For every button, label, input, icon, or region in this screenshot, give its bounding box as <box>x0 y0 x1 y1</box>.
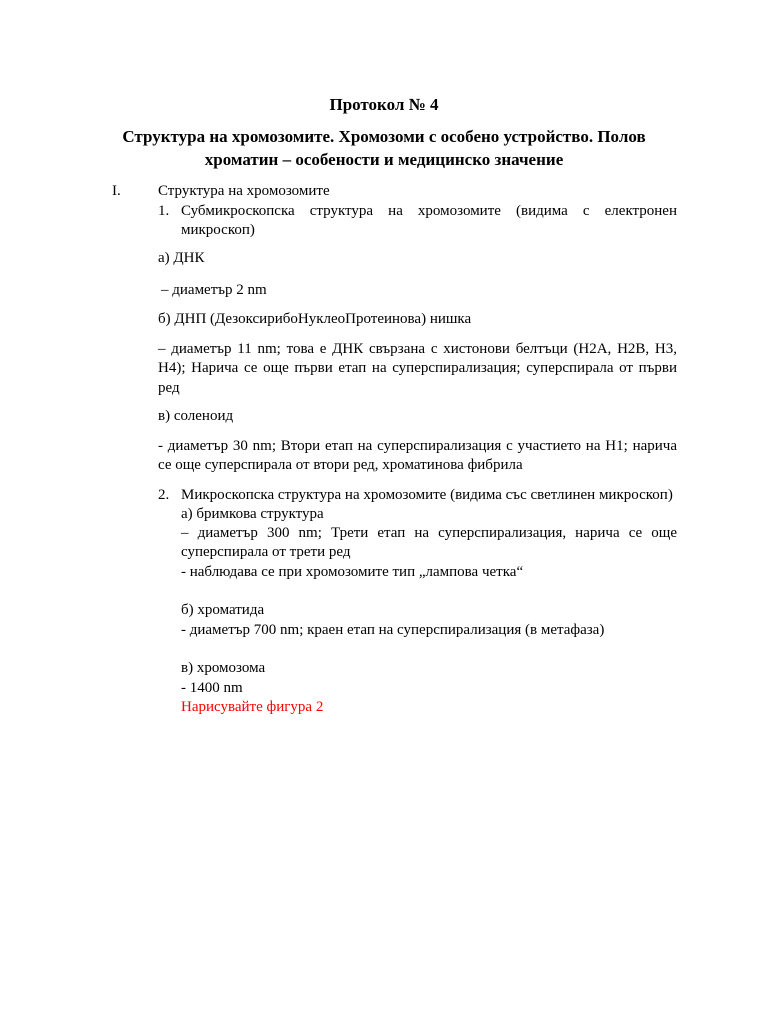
item-1-b-detail-line-3: ред <box>158 380 180 396</box>
subtitle-line-1: Структура на хромозомите. Хромозоми с особено устройство. Полов <box>122 127 646 146</box>
item-2-c-label: в) хромозома <box>181 660 266 676</box>
item-2-text: Микроскопска структура на хромозомите (видима със светлинен микроскоп) <box>181 487 673 503</box>
item-2-a-label: а) бримкова структура <box>181 506 324 522</box>
item-1-b-detail-line-1: – диаметър 11 nm; това е ДНК свързана с хистонови белтъци (H2A, H2B, H3, <box>158 341 677 357</box>
subtitle-line-2: хроматин – особености и медицинско значение <box>204 150 564 169</box>
item-1-b-label: б) ДНП (ДезоксирибоНуклеоПротеинова) нишка <box>158 311 472 327</box>
item-1-c-detail-line-1: - диаметър 30 nm; Втори етап на суперспирализация с участието на H1; нарича <box>158 438 677 454</box>
item-1-b-detail-line-2: H4); Нарича се още първи етап на суперспирализация; суперспирала от първи <box>158 360 677 376</box>
item-1-text-line-2: микроскоп) <box>181 222 255 238</box>
item-1-a-label: а) ДНК <box>158 250 205 266</box>
item-1-c-label: в) соленоид <box>158 408 234 424</box>
item-2-b-detail: - диаметър 700 nm; краен етап на суперспирализация (в метафаза) <box>181 622 605 638</box>
section-numeral: I. <box>112 183 121 199</box>
item-2-a-detail-line-1: – диаметър 300 nm; Трети етап на суперспирализация, нарича се още <box>181 525 677 541</box>
section-heading: Структура на хромозомите <box>158 183 330 199</box>
item-2-a-detail-line-3: - наблюдава се при хромозомите тип „лампова четка“ <box>181 564 524 580</box>
item-2-a-detail-line-2: суперспирала от трети ред <box>181 544 351 560</box>
protocol-title: Протокол № 4 <box>329 95 439 114</box>
item-2-number: 2. <box>158 487 170 503</box>
item-1-number: 1. <box>158 203 170 219</box>
item-2-c-detail: - 1400 nm <box>181 680 243 696</box>
item-1-text-line-1: Субмикроскопска структура на хромозомите (видима с електронен <box>181 203 677 219</box>
item-1-c-detail-line-2: се още суперспирала от втори ред, хроматинова фибрила <box>158 457 523 473</box>
draw-figure-instruction: Нарисувайте фигура 2 <box>181 699 324 715</box>
item-1-a-detail: – диаметър 2 nm <box>161 282 267 298</box>
item-2-b-label: б) хроматида <box>181 602 265 618</box>
